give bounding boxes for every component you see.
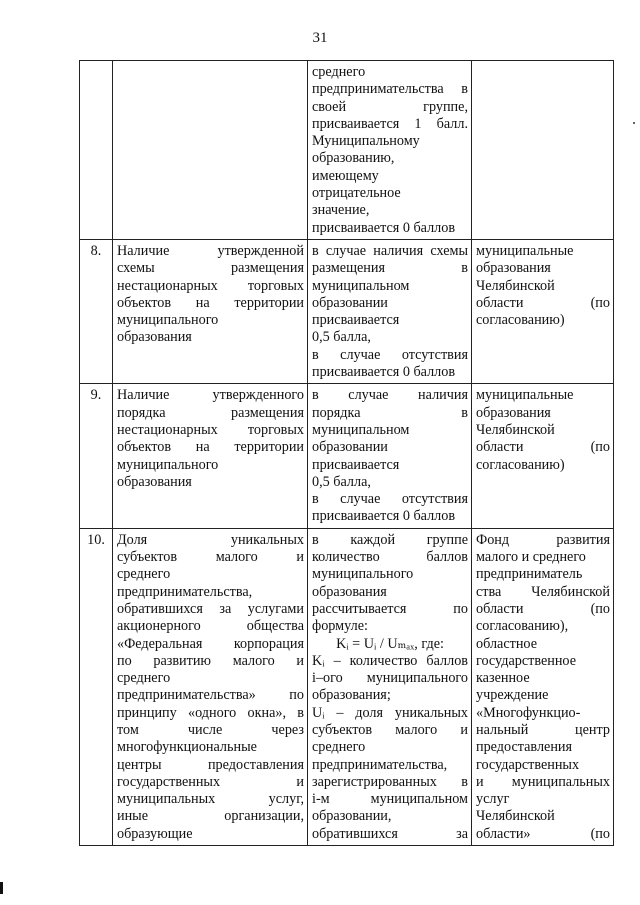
cell-text-line: присваивается 0 баллов — [312, 364, 456, 381]
scan-mark-edge — [0, 882, 3, 894]
cell-text-line: «Федеральная корпорация — [117, 635, 304, 652]
cell-text-line: присваивается 0 баллов — [312, 219, 456, 236]
cell-text-line: присваивается 0 баллов — [312, 508, 456, 525]
cell-text-line: Челябинской — [476, 277, 555, 294]
cell-text-line: образования — [117, 329, 192, 346]
cell-text-line: области (по — [476, 439, 610, 456]
cell-text-line: субъектов малого и — [312, 721, 468, 738]
cell-text-line: 0,5 балла, — [312, 473, 371, 490]
cell-text-line: нальный центр — [476, 721, 610, 738]
cell-text-line: области (по — [476, 294, 610, 311]
cell-text-line: формуле: — [312, 618, 368, 635]
cell-text-line: иные организации, — [117, 808, 304, 825]
cell-text-line: предоставления — [476, 739, 573, 756]
calculation-cell — [308, 61, 472, 240]
criteria-table — [79, 60, 614, 846]
cell-text-line: учреждение — [476, 687, 549, 704]
cell-text-line: услуг — [476, 791, 510, 808]
cell-text-line: i-м муниципальном — [312, 791, 468, 808]
cell-text-line: предпринимательства в — [312, 81, 468, 98]
cell-text-line: присваивается 1 балл. — [312, 115, 468, 132]
cell-text-line: Челябинской — [476, 808, 555, 825]
cell-text-line: предпринимательства, — [312, 756, 448, 773]
cell-text-line: присваивается — [312, 312, 400, 329]
cell-text-line: образования — [117, 473, 192, 490]
cell-text-line: нестационарных торговых — [117, 421, 304, 438]
cell-text-line: областное — [476, 635, 537, 652]
cell-text-line: порядка размещения — [117, 404, 304, 421]
cell-text-line: согласованию) — [476, 456, 565, 473]
cell-text-line: в случае наличия — [312, 387, 468, 404]
cell-text-line: среднего — [117, 670, 171, 687]
cell-text-line: субъектов малого и — [117, 549, 304, 566]
cell-text-line: образования — [476, 260, 551, 277]
cell-text-line: своей группе, — [312, 98, 468, 115]
cell-text-line: Kᵢ – количество баллов — [312, 652, 468, 669]
cell-text-line: муниципальном — [312, 421, 410, 438]
row-number-cell: 9. — [80, 384, 113, 528]
criteria-table-body — [80, 61, 614, 846]
cell-text-line: казенное — [476, 670, 530, 687]
cell-text-line: Фонд развития — [476, 531, 610, 548]
cell-text-line: Uᵢ – доля уникальных — [312, 704, 468, 721]
cell-text-line: среднего — [312, 64, 366, 80]
cell-text-line: муниципального — [117, 456, 219, 473]
cell-text-line: малого и среднего — [476, 549, 586, 566]
cell-text-line: Муниципальному — [312, 133, 420, 150]
cell-text-line: объектов на территории — [117, 294, 304, 311]
row-number-cell: 8. — [80, 239, 113, 383]
calculation-cell — [308, 384, 472, 528]
indicator-cell — [113, 384, 308, 528]
table-row — [80, 239, 614, 383]
cell-text-line: образования; — [312, 687, 391, 704]
cell-text-line: имеющему — [312, 167, 379, 184]
cell-text-line: порядка в — [312, 404, 468, 421]
cell-text-line: предпринимательства» по — [117, 687, 304, 704]
cell-text-line: Kᵢ = Uᵢ / Uₘₐₓ, где: — [336, 635, 444, 652]
cell-text-line: области» (по — [476, 825, 610, 842]
cell-text-line: 0,5 балла, — [312, 329, 371, 346]
calculation-cell — [308, 528, 472, 845]
cell-text-line: образующие — [117, 825, 193, 842]
cell-text-line: среднего — [117, 566, 171, 583]
cell-text-line: муниципальных услуг, — [117, 791, 304, 808]
cell-text-line: предприниматель — [476, 566, 583, 583]
page-number: 31 — [312, 30, 328, 46]
cell-text-line: в случае отсутствия — [312, 346, 468, 363]
cell-text-line: многофункциональные — [117, 739, 257, 756]
source-cell — [472, 384, 614, 528]
indicator-cell — [113, 239, 308, 383]
cell-text-line: образования — [312, 583, 387, 600]
cell-text-line: обратившихся за — [312, 825, 468, 842]
cell-text-line: в случае наличия схемы — [312, 242, 468, 259]
cell-text-line: том числе через — [117, 721, 304, 738]
cell-text-line: и муниципальных — [476, 773, 610, 790]
cell-text-line: ства Челябинской — [476, 583, 610, 600]
cell-text-line: Челябинской — [476, 421, 555, 438]
cell-text-line: образованию, — [312, 150, 395, 167]
cell-text-line: присваивается — [312, 456, 400, 473]
cell-text-line: муниципальные — [476, 242, 574, 259]
cell-text-line: «Многофункцио- — [476, 704, 581, 721]
cell-text-line: образовании — [312, 439, 388, 456]
cell-text-line: предпринимательства, — [117, 583, 253, 600]
source-cell — [472, 528, 614, 845]
cell-text-line: схемы размещения — [117, 260, 304, 277]
cell-text-line: образовании — [312, 294, 388, 311]
indicator-cell — [113, 61, 308, 240]
row-number-cell: 10. — [80, 528, 113, 845]
source-cell — [472, 61, 614, 240]
cell-text-line: обратившихся за услугами — [117, 600, 304, 617]
cell-text-line: муниципального — [117, 312, 219, 329]
cell-text-line: Доля уникальных — [117, 531, 304, 548]
cell-text-line: отрицательное — [312, 185, 401, 202]
cell-text-line: согласованию), — [476, 618, 569, 635]
table-row — [80, 61, 614, 240]
cell-text-line: центры предоставления — [117, 756, 304, 773]
cell-text-line: государственных и — [117, 773, 304, 790]
indicator-cell — [113, 528, 308, 845]
cell-text-line: Наличие утвержденного — [117, 387, 304, 404]
cell-text-line: среднего — [312, 739, 366, 756]
calculation-cell — [308, 239, 472, 383]
cell-text-line: в случае отсутствия — [312, 491, 468, 508]
cell-text-line: значение, — [312, 202, 370, 219]
cell-text-line: в каждой группе — [312, 531, 468, 548]
cell-text-line: нестационарных торговых — [117, 277, 304, 294]
cell-text-line: муниципального — [312, 566, 414, 583]
row-number-cell — [80, 61, 113, 240]
cell-text-line: муниципальные — [476, 387, 574, 404]
cell-text-line: государственное — [476, 652, 576, 669]
cell-text-line: государственных — [476, 756, 580, 773]
cell-text-line: по развитию малого и — [117, 652, 304, 669]
cell-text-line: Наличие утвержденной — [117, 242, 304, 259]
cell-text-line: образования — [476, 404, 551, 421]
cell-text-line: акционерного общества — [117, 618, 304, 635]
cell-text-line: области (по — [476, 600, 610, 617]
cell-text-line: объектов на территории — [117, 439, 304, 456]
cell-text-line: образовании, — [312, 808, 392, 825]
cell-text-line: количество баллов — [312, 549, 468, 566]
table-row — [80, 384, 614, 528]
cell-text-line: размещения в — [312, 260, 468, 277]
cell-text-line: муниципальном — [312, 277, 410, 294]
source-cell — [472, 239, 614, 383]
cell-text-line: i–ого муниципального — [312, 670, 468, 687]
table-row — [80, 528, 614, 845]
cell-text-line: рассчитывается по — [312, 600, 468, 617]
cell-text-line: принципу «одного окна», в — [117, 704, 304, 721]
cell-text-line: согласованию) — [476, 312, 565, 329]
scan-mark-dot — [633, 122, 635, 124]
cell-text-line: зарегистрированных в — [312, 773, 468, 790]
